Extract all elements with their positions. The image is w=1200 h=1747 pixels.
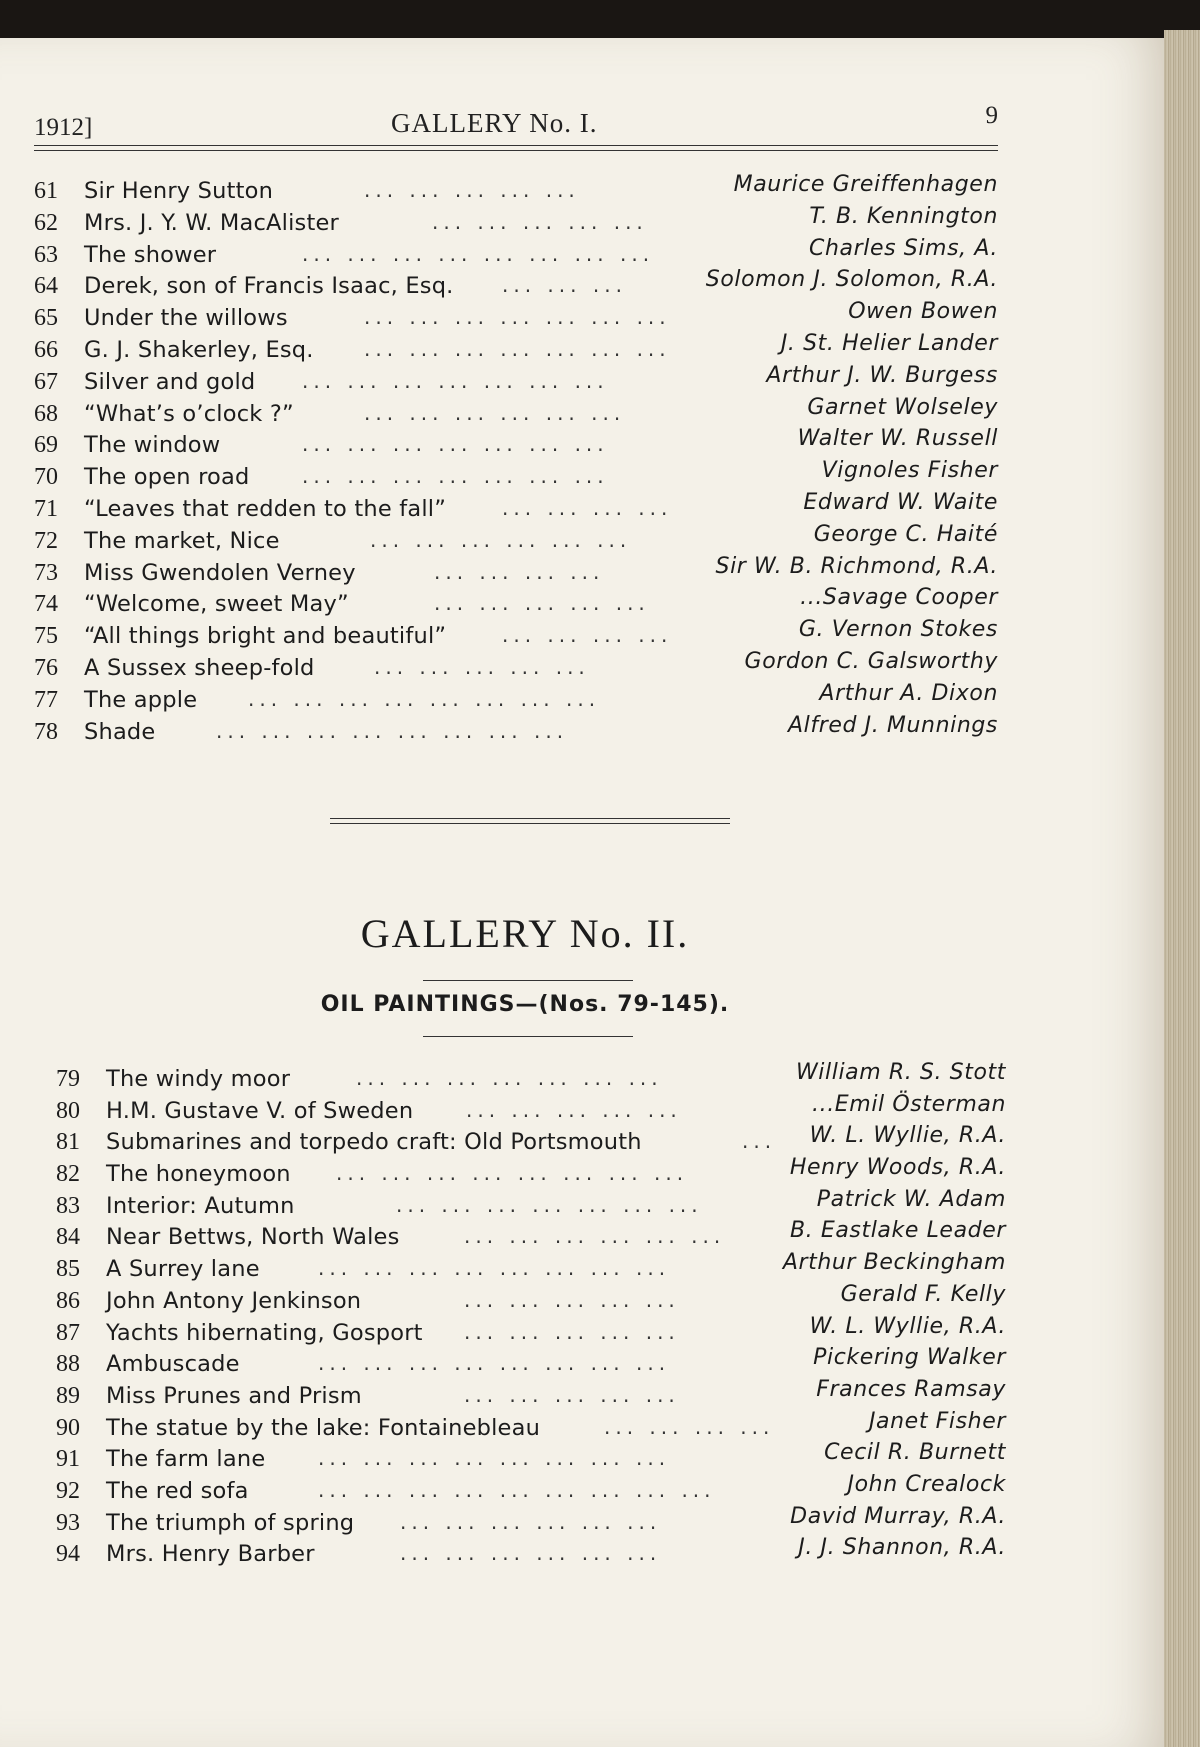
leader-dots: ... ... ... ... ... (464, 1287, 680, 1312)
leader-dots: ... ... ... ... ... ... ... ... (318, 1446, 671, 1471)
leader-dots: ... (742, 1129, 777, 1154)
entry-title: Shade (84, 718, 156, 745)
entry-title: “Leaves that redden to the fall” (84, 495, 447, 522)
entry-artist: Edward W. Waite (803, 489, 998, 515)
leader-dots: ... ... ... ... (502, 495, 673, 520)
leader-dots: ... ... ... ... ... ... ... (302, 464, 609, 489)
entry-artist: Gordon C. Galsworthy (744, 648, 998, 674)
entry-number: 67 (34, 368, 58, 395)
gallery-2-heading: GALLERY No. II. (360, 911, 690, 956)
entry-title: “All things bright and beautiful” (84, 623, 447, 650)
entry-number: 83 (56, 1192, 80, 1219)
leader-dots: ... ... ... ... ... ... (400, 1541, 662, 1566)
entry-number: 86 (56, 1287, 80, 1314)
entry-artist: B. Eastlake Leader (789, 1218, 1006, 1244)
leader-dots: ... ... ... ... ... ... ... (302, 368, 609, 393)
entry-artist: J. J. Shannon, R.A. (798, 1535, 1006, 1561)
entry-number: 82 (56, 1161, 80, 1188)
entry-number: 70 (34, 464, 58, 491)
entry-artist: Pickering Walker (813, 1345, 1006, 1371)
entry-title: The red sofa (106, 1477, 249, 1504)
page-edge (1164, 30, 1200, 1747)
entry-artist: Gerald F. Kelly (840, 1281, 1006, 1307)
entry-number: 78 (34, 718, 58, 745)
entry-artist: Vignoles Fisher (821, 458, 998, 484)
leader-dots: ... ... ... ... (604, 1414, 775, 1439)
entry-title: Near Bettws, North Wales (106, 1224, 400, 1251)
leader-dots: ... ... ... ... ... ... (464, 1224, 726, 1249)
leader-dots: ... ... ... ... (502, 623, 673, 648)
entry-artist: Maurice Greiffenhagen (733, 172, 998, 197)
entry-title: The market, Nice (84, 527, 280, 554)
entry-title: H.M. Gustave V. of Sweden (106, 1097, 414, 1124)
entry-number: 64 (34, 273, 58, 300)
entry-title: Submarines and torpedo craft: Old Portsmouth (106, 1129, 642, 1156)
entry-artist: ...Emil Österman (812, 1091, 1006, 1117)
entry-artist: Sir W. B. Richmond, R.A. (715, 553, 998, 579)
gallery-2-list (56, 1060, 1006, 1573)
entry-title: Under the willows (84, 305, 288, 332)
entry-artist: W. L. Wyllie, R.A. (809, 1123, 1006, 1149)
entry-title: Miss Prunes and Prism (106, 1382, 362, 1409)
leader-dots: ... ... ... ... ... (364, 178, 580, 202)
leader-dots: ... ... ... ... ... ... ... ... (318, 1256, 671, 1281)
entry-number: 73 (34, 559, 58, 586)
leader-dots: ... ... ... (502, 273, 627, 298)
leader-dots: ... ... ... ... ... (466, 1097, 682, 1122)
leader-dots: ... ... ... ... ... ... ... ... ... (318, 1477, 716, 1502)
list-item (56, 1535, 1006, 1573)
entry-artist: Owen Bowen (848, 299, 998, 325)
leader-dots: ... ... ... ... ... ... ... (364, 336, 671, 361)
leader-dots: ... ... ... ... ... (432, 209, 648, 234)
entry-title: Ambuscade (106, 1351, 240, 1378)
entry-title: John Antony Jenkinson (106, 1287, 362, 1314)
entry-number: 84 (56, 1224, 80, 1251)
entry-title: The farm lane (106, 1446, 266, 1473)
entry-title: The shower (84, 241, 217, 268)
entry-artist: Solomon J. Solomon, R.A. (705, 267, 998, 293)
section-divider (330, 818, 730, 824)
entry-artist: Arthur J. W. Burgess (766, 362, 998, 388)
leader-dots: ... ... ... ... ... (374, 654, 590, 679)
entry-title: A Sussex sheep-fold (84, 654, 315, 681)
entry-title: The triumph of spring (106, 1509, 355, 1536)
gallery-2-subtitle: OIL PAINTINGS—(Nos. 79-145). (320, 992, 730, 1017)
entry-number: 93 (56, 1509, 80, 1536)
entry-number: 89 (56, 1382, 80, 1409)
entry-artist: Patrick W. Adam (816, 1186, 1006, 1212)
entry-title: Silver and gold (84, 368, 256, 395)
leader-dots: ... ... ... ... ... ... ... ... (216, 718, 569, 743)
entry-title: Mrs. Henry Barber (106, 1541, 315, 1568)
entry-number: 94 (56, 1541, 80, 1568)
leader-dots: ... ... ... ... ... ... ... ... (248, 686, 601, 711)
entry-number: 65 (34, 305, 58, 332)
entry-title: Sir Henry Sutton (84, 178, 274, 204)
entry-number: 79 (56, 1066, 80, 1092)
entry-title: A Surrey lane (106, 1256, 260, 1283)
entry-artist: T. B. Kennington (809, 203, 998, 229)
entry-title: The statue by the lake: Fontainebleau (106, 1414, 541, 1441)
entry-number: 68 (34, 400, 58, 427)
entry-number: 80 (56, 1097, 80, 1124)
entry-title: Mrs. J. Y. W. MacAlister (84, 209, 339, 236)
leader-dots: ... ... ... ... ... ... (400, 1509, 662, 1534)
leader-dots: ... ... ... ... ... ... (370, 527, 632, 552)
entry-number: 62 (34, 209, 58, 236)
entry-artist: John Crealock (847, 1471, 1006, 1497)
entry-artist: G. Vernon Stokes (798, 617, 998, 643)
header-rule (34, 145, 998, 151)
heading-rule (423, 980, 633, 981)
entry-number: 77 (34, 686, 58, 713)
entry-title: Yachts hibernating, Gosport (106, 1319, 423, 1346)
entry-number: 72 (34, 527, 58, 554)
entry-number: 88 (56, 1351, 80, 1378)
entry-title: The window (84, 432, 221, 459)
leader-dots: ... ... ... ... ... (464, 1319, 680, 1344)
gallery-1-list (34, 172, 998, 750)
list-item (56, 1376, 1006, 1415)
leader-dots: ... ... ... ... ... (434, 591, 650, 616)
entry-artist: Charles Sims, A. (809, 235, 998, 261)
entry-number: 81 (56, 1129, 80, 1156)
entry-title: “Welcome, sweet May” (84, 591, 349, 618)
entry-artist: George C. Haité (813, 521, 998, 547)
entry-artist: David Murray, R.A. (790, 1503, 1006, 1529)
header-title: GALLERY No. I. (391, 108, 598, 138)
entry-number: 71 (34, 495, 58, 522)
leader-dots: ... ... ... ... ... ... ... ... (302, 241, 655, 266)
entry-number: 90 (56, 1414, 80, 1441)
entry-number: 85 (56, 1256, 80, 1283)
entry-artist: William R. S. Stott (795, 1060, 1006, 1085)
entry-artist: Frances Ramsay (816, 1376, 1006, 1402)
entry-title: G. J. Shakerley, Esq. (84, 336, 314, 363)
leader-dots: ... ... ... ... ... ... ... (356, 1066, 663, 1090)
entry-artist: Garnet Wolseley (807, 394, 998, 420)
page-number: 9 (985, 102, 998, 129)
leader-dots: ... ... ... ... ... ... ... ... (318, 1351, 671, 1376)
leader-dots: ... ... ... ... ... ... ... (396, 1192, 703, 1217)
entry-artist: J. St. Helier Lander (780, 330, 998, 356)
leader-dots: ... ... ... ... ... ... ... (364, 305, 671, 330)
entry-number: 92 (56, 1477, 80, 1504)
entry-artist: Arthur Beckingham (782, 1250, 1006, 1276)
entry-title: The windy moor (106, 1066, 291, 1092)
leader-dots: ... ... ... ... ... (464, 1382, 680, 1407)
entry-number: 66 (34, 336, 58, 363)
entry-number: 63 (34, 241, 58, 268)
entry-number: 87 (56, 1319, 80, 1346)
entry-number: 76 (34, 654, 58, 681)
entry-artist: W. L. Wyllie, R.A. (809, 1313, 1006, 1339)
page-header (34, 102, 998, 148)
entry-title: Miss Gwendolen Verney (84, 559, 356, 586)
entry-title: Interior: Autumn (106, 1192, 295, 1219)
entry-artist: Arthur A. Dixon (819, 680, 998, 706)
entry-number: 69 (34, 432, 58, 459)
leader-dots: ... ... ... ... ... ... (364, 400, 626, 425)
list-item (34, 712, 998, 751)
entry-number: 91 (56, 1446, 80, 1473)
leader-dots: ... ... ... ... (434, 559, 605, 584)
entry-number: 75 (34, 623, 58, 650)
header-year: 1912] (34, 114, 93, 141)
heading-rule (423, 1036, 633, 1037)
entry-title: The apple (84, 686, 198, 713)
entry-number: 61 (34, 178, 58, 204)
entry-artist: ...Savage Cooper (800, 585, 998, 611)
entry-artist: Walter W. Russell (797, 426, 998, 452)
entry-artist: Alfred J. Munnings (787, 712, 998, 738)
entry-title: Derek, son of Francis Isaac, Esq. (84, 273, 454, 300)
entry-artist: Janet Fisher (868, 1408, 1006, 1434)
entry-title: “What’s o’clock ?” (84, 400, 294, 427)
entry-title: The open road (84, 464, 250, 491)
leader-dots: ... ... ... ... ... ... ... (302, 432, 609, 457)
leader-dots: ... ... ... ... ... ... ... ... (336, 1161, 689, 1186)
entry-number: 74 (34, 591, 58, 618)
entry-artist: Henry Woods, R.A. (789, 1155, 1006, 1181)
entry-artist: Cecil R. Burnett (824, 1440, 1006, 1466)
entry-title: The honeymoon (106, 1161, 291, 1188)
